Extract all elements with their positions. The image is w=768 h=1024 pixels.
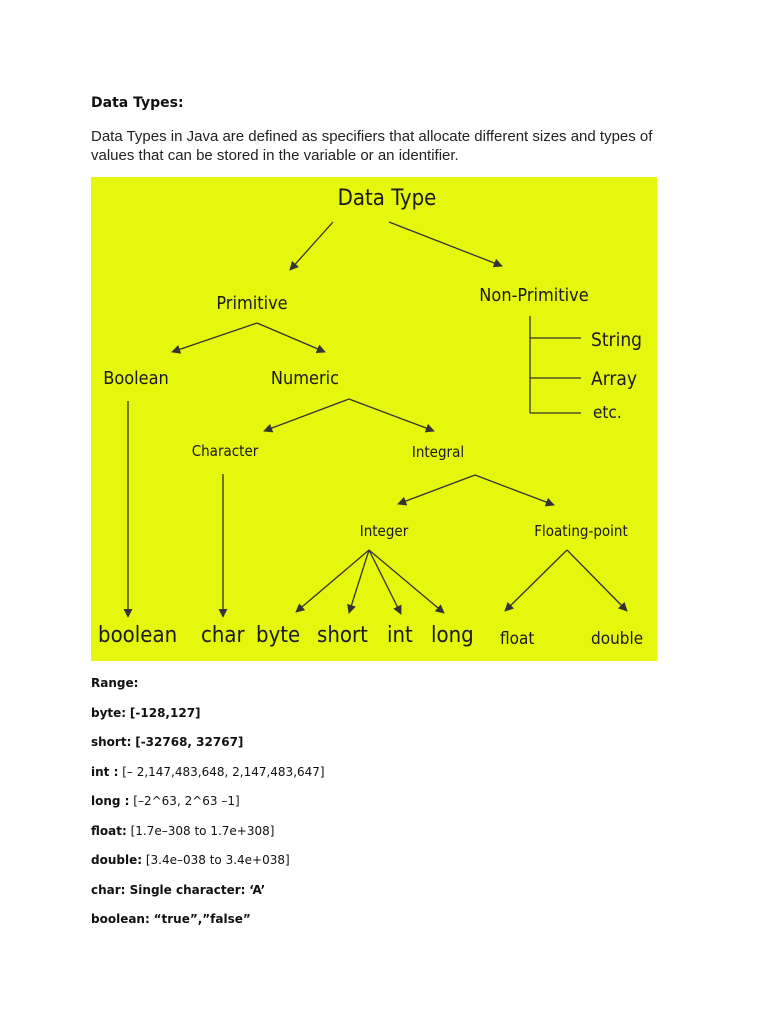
range-type-label: short: — [91, 735, 132, 749]
node-integral: Integral — [411, 443, 465, 461]
section-heading: Data Types: — [91, 95, 184, 111]
edge-integer-int — [369, 550, 401, 614]
leaf-int: int — [387, 623, 413, 648]
data-type-diagram — [91, 177, 657, 661]
range-row — [91, 883, 691, 913]
range-title: Range: — [91, 676, 139, 690]
data-type-tree — [91, 177, 657, 661]
tree-nodes — [103, 186, 642, 540]
edge-root-primitive — [290, 222, 333, 270]
range-value: [1.7e–308 to 1.7e+308] — [130, 823, 275, 838]
leaf-float: float — [500, 629, 535, 649]
edge-integer-long — [369, 550, 444, 613]
node-boolean-group: Boolean — [103, 368, 169, 389]
edge-integral-integer — [398, 475, 475, 504]
edge-primitive-numeric — [257, 323, 325, 352]
node-data-type: Data Type — [337, 186, 437, 211]
range-value: [-128,127] — [129, 705, 201, 720]
node-primitive: Primitive — [216, 293, 288, 314]
edge-floating-float — [505, 550, 567, 611]
range-list — [91, 676, 691, 942]
edge-root-nonprimitive — [389, 222, 502, 266]
intro-paragraph: Data Types in Java are defined as specifiers that allocate different sizes and types of values that can be stored in the variable or an identifier. — [91, 128, 653, 164]
edge-numeric-integral — [349, 399, 434, 431]
range-row — [91, 765, 691, 795]
range-type-label: boolean: — [91, 912, 150, 926]
leaf-boolean: boolean — [98, 623, 178, 648]
leaf-char: char — [201, 623, 245, 648]
range-type-label: byte: — [91, 705, 127, 720]
leaf-short: short — [317, 623, 368, 648]
node-character: Character — [191, 442, 259, 460]
range-value: [– 2,147,483,648, 2,147,483,647] — [122, 764, 325, 779]
range-value: “true”,”false” — [153, 912, 251, 926]
node-floating-point: Floating-point — [534, 522, 628, 540]
range-row — [91, 912, 691, 942]
range-type-label: int : — [91, 764, 119, 779]
tree-edges — [128, 222, 627, 617]
range-value: [–2^63, 2^63 –1] — [133, 794, 240, 808]
edge-integral-floating — [475, 475, 554, 505]
node-array: Array — [591, 368, 637, 390]
range-row — [91, 853, 691, 883]
node-numeric: Numeric — [270, 368, 340, 389]
node-etc: etc. — [593, 403, 622, 423]
range-row — [91, 735, 691, 765]
leaf-double: double — [591, 629, 644, 649]
leaf-long: long — [431, 623, 474, 648]
node-non-primitive: Non-Primitive — [479, 285, 589, 306]
range-type-label: char: Single character: — [91, 882, 246, 897]
edge-integer-short — [349, 550, 369, 613]
edge-numeric-character — [264, 399, 349, 431]
edge-integer-byte — [296, 550, 369, 612]
range-value: [3.4e–038 to 3.4e+038] — [145, 853, 290, 867]
range-type-label: double: — [91, 853, 143, 867]
range-type-label: float: — [91, 823, 127, 838]
range-value: ‘A’ — [249, 882, 266, 897]
range-rows — [91, 706, 691, 942]
range-row — [91, 794, 691, 824]
range-type-label: long : — [91, 794, 130, 808]
node-integer: Integer — [359, 522, 409, 540]
edge-floating-double — [567, 550, 627, 611]
range-row — [91, 706, 691, 736]
range-value: [-32768, 32767] — [135, 735, 244, 749]
leaf-byte: byte — [256, 623, 301, 648]
tree-leaves — [98, 623, 643, 649]
edge-primitive-boolean — [172, 323, 257, 352]
range-row — [91, 824, 691, 854]
node-string: String — [591, 329, 643, 351]
